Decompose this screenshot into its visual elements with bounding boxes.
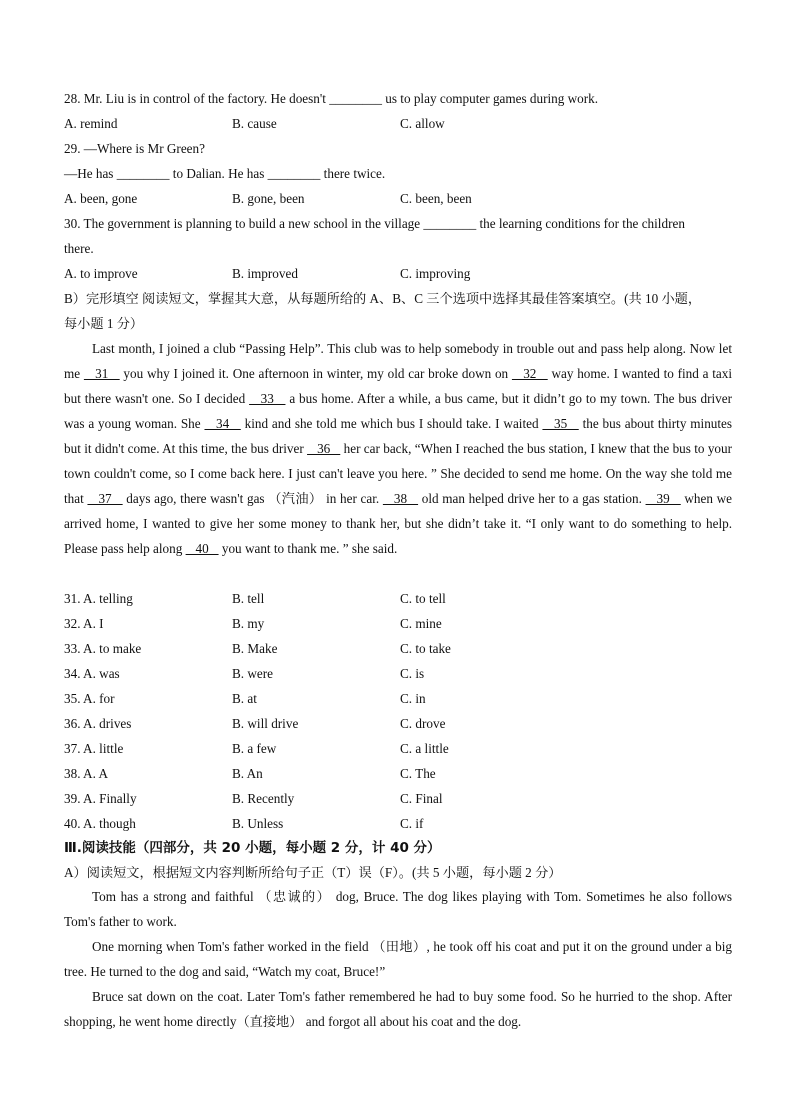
option-40-a: 40. A. though — [64, 816, 136, 831]
cloze-paragraph — [64, 336, 732, 561]
blank-31: 31 — [83, 366, 120, 381]
cloze-text: a bus home. After a while, a bus came, but it didn’t go to my town. The bus driver was a young woman. She — [64, 391, 732, 431]
cloze-text: way home. I wanted to find a taxi but there wasn't one. So I decided — [64, 366, 732, 406]
option-36-b: B. will drive — [232, 716, 299, 731]
q30-option-a: A. to improve — [64, 266, 138, 281]
q28-option-b: B. cause — [232, 116, 277, 131]
cloze-text: days ago, there wasn't gas （汽油） in her car. — [122, 491, 383, 506]
cloze-passage — [64, 336, 732, 561]
option-32-c: C. mine — [400, 616, 442, 631]
cloze-text: you want to thank me. ” she said. — [218, 541, 398, 556]
q29-option-c: C. been, been — [400, 191, 472, 206]
reading-passage — [64, 884, 732, 1034]
option-31-a: 31. A. telling — [64, 591, 133, 606]
q30-stem-1: 30. The government is planning to build a new school in the village ________ the learning conditions for the children — [64, 216, 685, 231]
q28-option-c: C. allow — [400, 116, 445, 131]
option-36-a: 36. A. drives — [64, 716, 132, 731]
q28-option-a: A. remind — [64, 116, 118, 131]
option-39-c: C. Final — [400, 791, 443, 806]
option-40-c: C. if — [400, 816, 424, 831]
reading-paragraph-2: One morning when Tom's father worked in the field （田地）, he took off his coat and put it on the ground under a big tree. He turned to the dog and said, “Watch my coat, Bruce!” — [64, 939, 732, 979]
section-b-instruction-cont: 每小题 1 分） — [64, 316, 144, 331]
option-38-a: 38. A. A — [64, 766, 108, 781]
q29-stem-2: —He has ________ to Dalian. He has ________ there twice. — [64, 166, 386, 181]
option-37-a: 37. A. little — [64, 741, 124, 756]
q29-option-a: A. been, gone — [64, 191, 138, 206]
cloze-text: her car back, “When I reached the bus station, I knew that the bus to your town couldn't come, so I come back here. I just can't leave you here. ” She decided to send me home. On the way she told me that — [64, 441, 733, 506]
blank-33: 33 — [249, 391, 286, 406]
option-32-b: B. my — [232, 616, 265, 631]
blank-39: 39 — [645, 491, 681, 506]
reading-paragraph-3: Bruce sat down on the coat. Later Tom's father remembered he had to buy some food. So he hurried to the shop. After shopping, he went home directly（直接地） and forgot all about his coat and the dog. — [64, 989, 732, 1029]
option-35-c: C. in — [400, 691, 426, 706]
cloze-text: Last month, I joined a club “Passing Help”. This club was to help somebody in trouble out and pass help along. Now let me — [64, 341, 732, 381]
option-34-c: C. is — [400, 666, 425, 681]
option-32-a: 32. A. I — [64, 616, 104, 631]
cloze-text: you why I joined it. One afternoon in winter, my old car broke down on — [119, 366, 512, 381]
cloze-text: kind and she told me which bus I should take. I waited — [240, 416, 543, 431]
q30-option-c: C. improving — [400, 266, 471, 281]
q30-stem-2: there. — [64, 241, 94, 256]
q29-stem-1: 29. —Where is Mr Green? — [64, 141, 205, 156]
option-33-c: C. to take — [400, 641, 451, 656]
blank-38: 38 — [382, 491, 419, 506]
option-33-a: 33. A. to make — [64, 641, 142, 656]
blank-34: 34 — [204, 416, 241, 431]
option-37-c: C. a little — [400, 741, 449, 756]
option-37-b: B. a few — [232, 741, 277, 756]
option-38-c: C. The — [400, 766, 436, 781]
cloze-text: the bus about thirty minutes but it didn't come. At this time, the bus driver — [64, 416, 733, 456]
q28-stem: 28. Mr. Liu is in control of the factory. He doesn't ________ us to play computer games during work. — [64, 91, 599, 106]
section-3-title: Ⅲ.阅读技能（四部分，共 20 小题，每小题 2 分，计 40 分） — [64, 840, 441, 856]
option-34-a: 34. A. was — [64, 666, 120, 681]
q30-option-b: B. improved — [232, 266, 298, 281]
blank-40: 40 — [185, 541, 219, 556]
option-40-b: B. Unless — [232, 816, 284, 831]
blank-37: 37 — [87, 491, 123, 506]
option-31-b: B. tell — [232, 591, 265, 606]
option-36-c: C. drove — [400, 716, 446, 731]
blank-36: 36 — [307, 441, 341, 456]
reading-paragraph-1: Tom has a strong and faithful （忠诚的） dog, Bruce. The dog likes playing with Tom. Sometimes he also follows Tom's father to work. — [64, 889, 732, 929]
section-3a-instruction: A）阅读短文，根据短文内容判断所给句子正（T）误（F）。(共 5 小题，每小题 2 分） — [64, 865, 562, 880]
option-39-b: B. Recently — [232, 791, 295, 806]
option-35-b: B. at — [232, 691, 257, 706]
blank-35: 35 — [542, 416, 579, 431]
cloze-text: old man helped drive her to a gas station. — [418, 491, 646, 506]
cloze-text: when we arrived home, I wanted to give her some money to thank her, but she didn’t take it. “I only want to do something to help. Please pass help along — [64, 491, 733, 556]
option-39-a: 39. A. Finally — [64, 791, 137, 806]
option-31-c: C. to tell — [400, 591, 446, 606]
option-33-b: B. Make — [232, 641, 278, 656]
blank-32: 32 — [511, 366, 548, 381]
option-38-b: B. An — [232, 766, 263, 781]
section-b-instruction: B）完形填空 阅读短文，掌握其大意，从每题所给的 A、B、C 三个选项中选择其最佳答案填空。(共 10 小题， — [64, 291, 702, 306]
option-34-b: B. were — [232, 666, 274, 681]
q29-option-b: B. gone, been — [232, 191, 305, 206]
option-35-a: 35. A. for — [64, 691, 115, 706]
